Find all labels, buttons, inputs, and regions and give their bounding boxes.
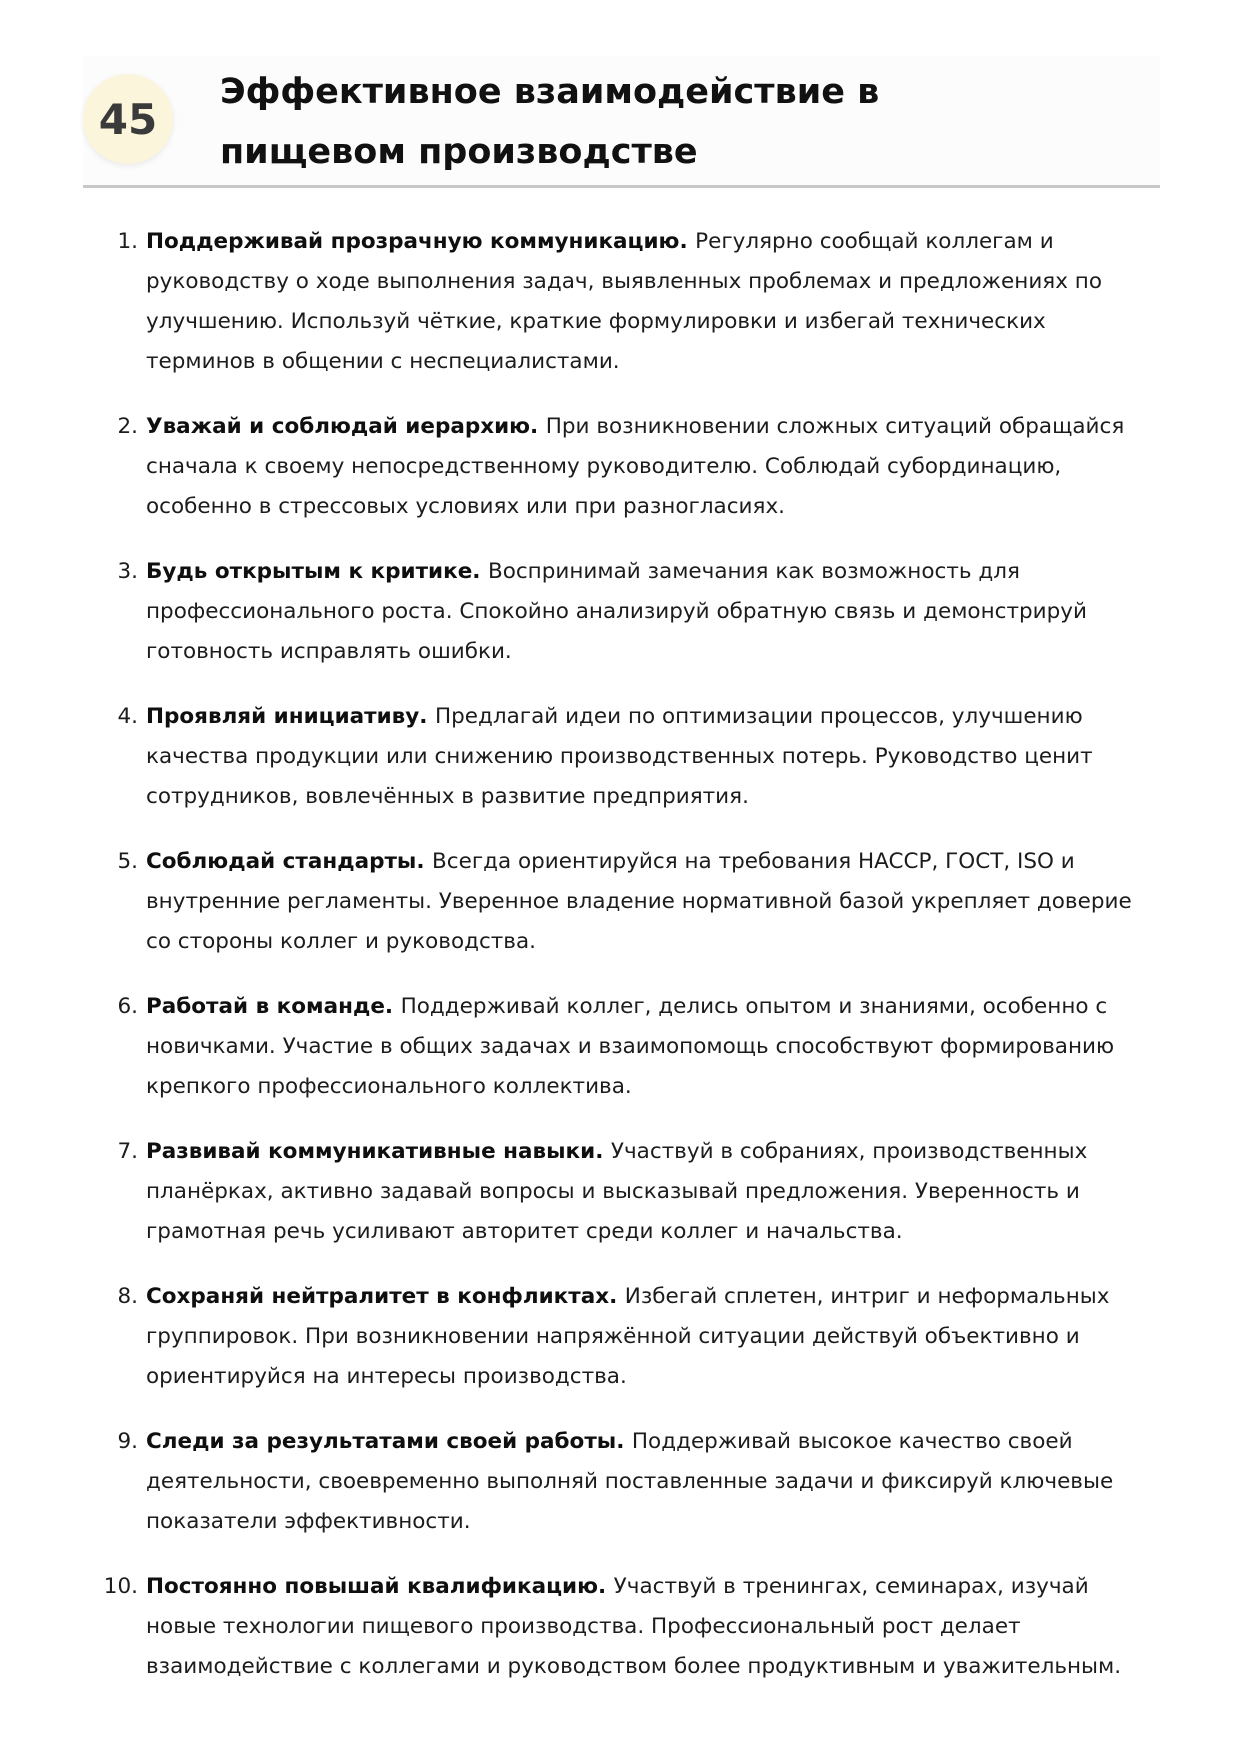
item-number: 1.	[117, 229, 138, 254]
item-number: 6.	[117, 994, 138, 1019]
rules-content	[100, 222, 1150, 1712]
item-lead: Работай в команде.	[146, 994, 401, 1019]
list-item	[100, 1567, 1150, 1687]
item-number: 7.	[117, 1139, 138, 1164]
item-number: 3.	[117, 559, 138, 584]
item-text: Воспринимай замечания как возможность для профессионального роста. Спокойно анализируй обратную связь и демонстрируй готовность исправлять ошибки.	[146, 559, 1087, 664]
list-item	[100, 407, 1150, 527]
list-item	[100, 1277, 1150, 1397]
item-number: 10.	[103, 1574, 138, 1599]
rules-list	[100, 222, 1150, 1687]
item-text: Участвуй в тренингах, семинарах, изучай новые технологии пищевого производства. Профессиональный рост делает взаимодействие с коллегами и руководством более продуктивным и уважительным.	[146, 1574, 1122, 1679]
item-lead: Поддерживай прозрачную коммуникацию.	[146, 229, 696, 254]
list-item	[100, 987, 1150, 1107]
item-lead: Уважай и соблюдай иерархию.	[146, 414, 546, 439]
list-item	[100, 1422, 1150, 1542]
item-text: Участвуй в собраниях, производственных планёрках, активно задавай вопросы и высказывай предложения. Уверенность и грамотная речь усиливают авторитет среди коллег и начальства.	[146, 1139, 1088, 1244]
item-text: Избегай сплетен, интриг и неформальных группировок. При возникновении напряжённой ситуации действуй объективно и ориентируйся на интересы производства.	[146, 1284, 1110, 1389]
item-text: Регулярно сообщай коллегам и руководству о ходе выполнения задач, выявленных проблемах и предложениях по улучшению. Используй чёткие, краткие формулировки и избегай технических терминов в общении с неспециалистами.	[146, 229, 1103, 374]
item-number: 9.	[117, 1429, 138, 1454]
page-title: Эффективное взаимодействие в пищевом производстве	[220, 72, 880, 172]
item-number: 5.	[117, 849, 138, 874]
item-text: Всегда ориентируйся на требования HACCP, ГОСТ, ISO и внутренние регламенты. Уверенное владение нормативной базой укрепляет доверие со стороны коллег и руководства.	[146, 849, 1132, 954]
list-item	[100, 1132, 1150, 1252]
item-lead: Сохраняй нейтралитет в конфликтах.	[146, 1284, 625, 1309]
item-text: Поддерживай высокое качество своей деятельности, своевременно выполняй поставленные задачи и фиксируй ключевые показатели эффективности.	[146, 1429, 1114, 1534]
list-item	[100, 222, 1150, 382]
item-lead: Соблюдай стандарты.	[146, 849, 433, 874]
section-number-badge: 45	[83, 74, 173, 164]
item-text: Поддерживай коллег, делись опытом и знаниями, особенно с новичками. Участие в общих задачах и взаимопомощь способствуют формированию крепкого профессионального коллектива.	[146, 994, 1115, 1099]
item-number: 2.	[117, 414, 138, 439]
item-lead: Постоянно повышай квалификацию.	[146, 1574, 614, 1599]
section-header	[83, 56, 1160, 188]
item-number: 8.	[117, 1284, 138, 1309]
list-item	[100, 697, 1150, 817]
item-number: 4.	[117, 704, 138, 729]
item-text: При возникновении сложных ситуаций обращайся сначала к своему непосредственному руководителю. Соблюдай субординацию, особенно в стрессовых условиях или при разногласиях.	[146, 414, 1125, 519]
list-item	[100, 552, 1150, 672]
item-lead: Будь открытым к критике.	[146, 559, 488, 584]
list-item	[100, 842, 1150, 962]
item-lead: Проявляй инициативу.	[146, 704, 435, 729]
item-lead: Следи за результатами своей работы.	[146, 1429, 632, 1454]
item-text: Предлагай идеи по оптимизации процессов, улучшению качества продукции или снижению производственных потерь. Руководство ценит сотрудников, вовлечённых в развитие предприятия.	[146, 704, 1093, 809]
item-lead: Развивай коммуникативные навыки.	[146, 1139, 611, 1164]
